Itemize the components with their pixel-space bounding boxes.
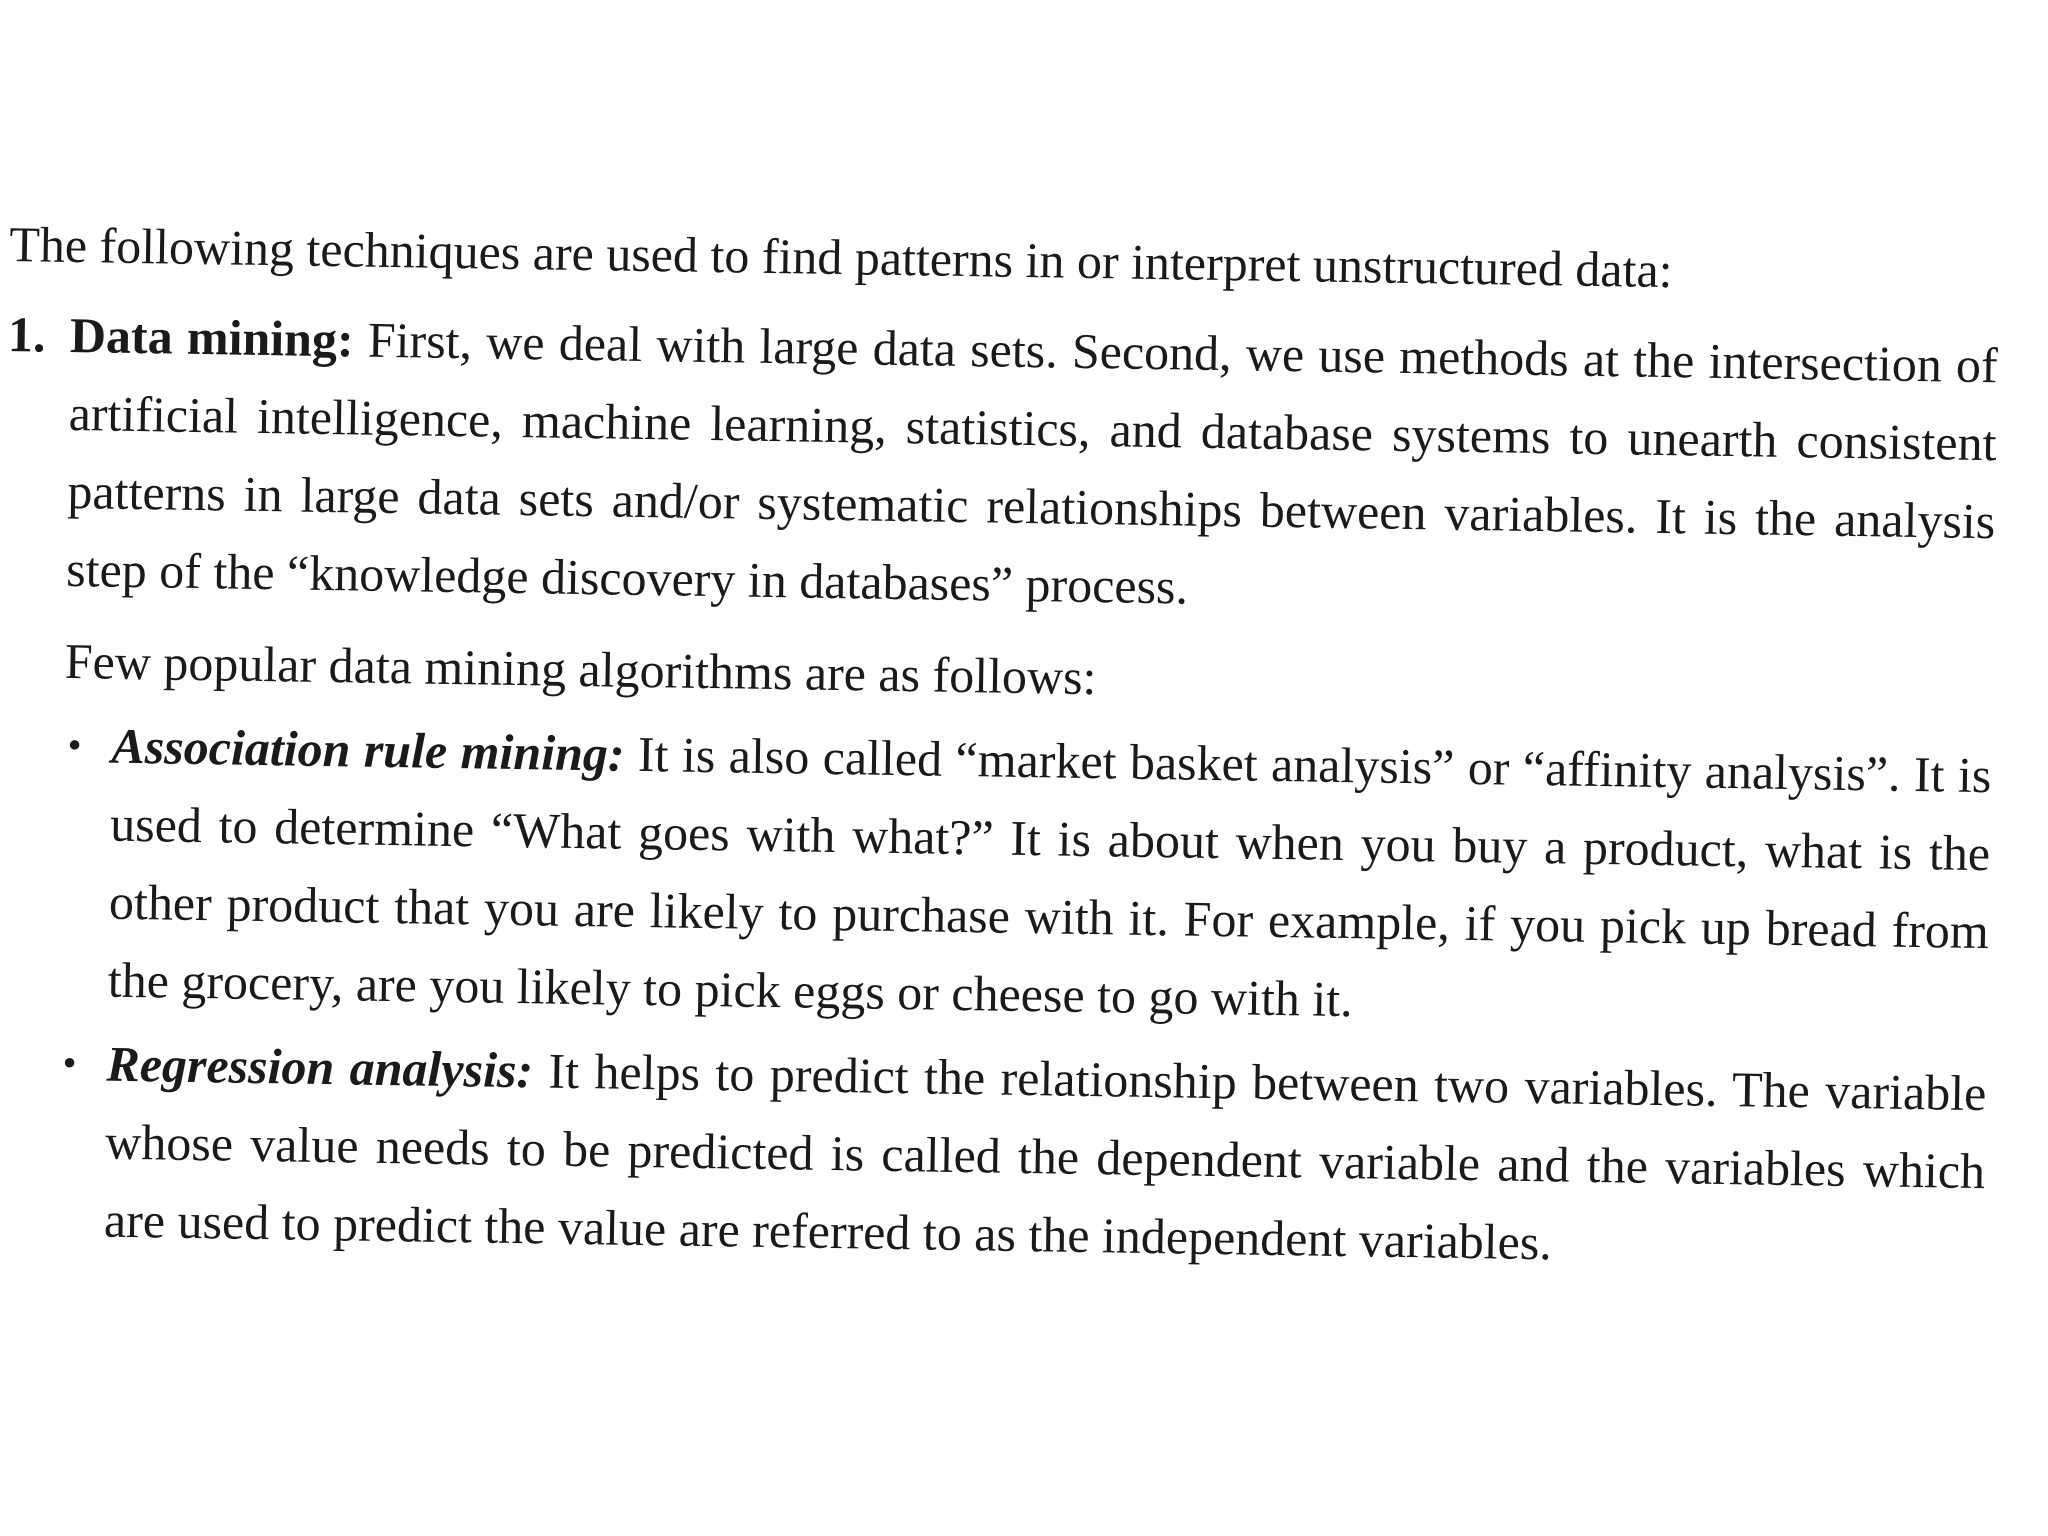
bullet-icon: •	[67, 721, 82, 768]
algorithm-bullet-list	[0, 705, 1992, 1288]
item-text: First, we deal with large data sets. Second, we use methods at the intersection of artificial intelligence, machine learning, statistics, and database systems to unearth consistent patterns in large data sets and/or systematic relationships between variables. It is the analysis step of the “knowledge discovery in databases” process.	[65, 311, 1999, 615]
bullet-regression-analysis	[62, 1025, 1987, 1289]
item-paragraph	[66, 296, 1999, 638]
bullet-paragraph	[103, 1025, 1986, 1289]
page-text-block	[0, 205, 2000, 1288]
bullet-association-rule-mining	[67, 707, 1992, 1048]
item-number: 1.	[7, 305, 46, 363]
bullet-title: Association rule mining:	[111, 717, 626, 782]
bullet-text: It helps to predict the relationship between two variables. The variable whose value needs to be predicted is called the dependent variable and the variables which are used to predict the value are referred to as the independent variables.	[103, 1042, 1987, 1271]
bullet-icon: •	[62, 1039, 77, 1086]
bullet-title: Regression analysis:	[106, 1035, 534, 1099]
bullet-paragraph	[107, 707, 1992, 1048]
item-title: Data mining:	[69, 306, 355, 368]
bullet-text: It is also called “market basket analysis” or “affinity analysis”. It is used to determine “What goes with what?” It is about when you buy a product, what is the other product that you are likely to purchase with it. For example, if you pick up bread from the grocery, are you likely to pick eggs or cheese to go with it.	[107, 725, 1992, 1028]
intro-paragraph: The following techniques are used to find patterns in or interpret unstructured data:	[8, 215, 1674, 299]
algorithms-subheading: Few popular data mining algorithms are as follows:	[64, 632, 1097, 706]
numbered-item-data-mining	[4, 295, 1999, 638]
